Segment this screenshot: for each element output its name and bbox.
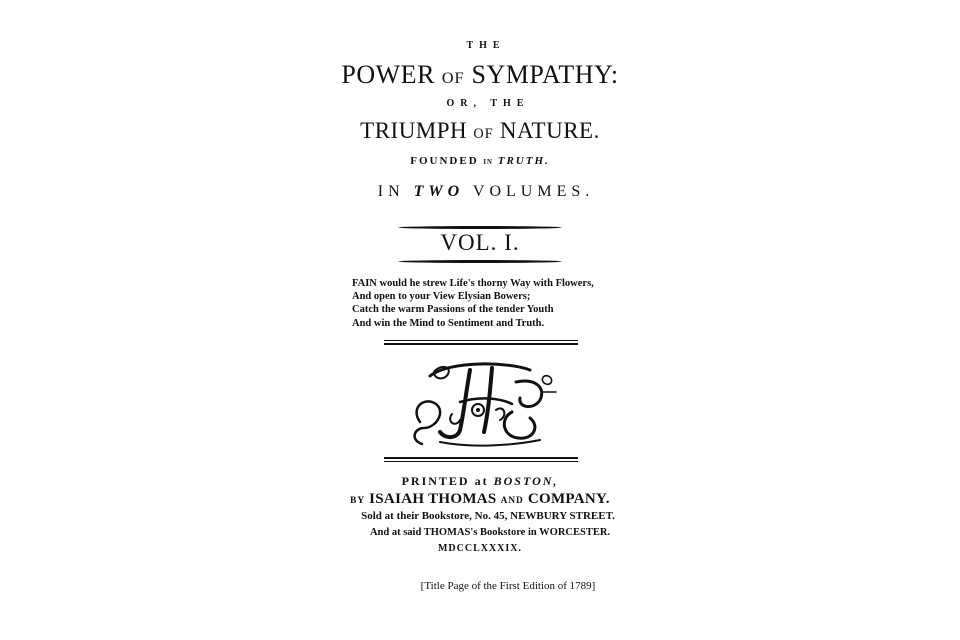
printed-place: BOSTON,	[493, 474, 559, 488]
volumes-word: VOLUMES.	[472, 183, 595, 200]
book-subtitle-end: NATURE.	[499, 118, 600, 143]
founded-word: FOUNDED	[410, 155, 479, 167]
publisher-name: ISAIAH THOMAS	[369, 491, 497, 507]
publisher-and: AND	[500, 496, 524, 506]
publication-date: MDCCLXXXIX.	[437, 543, 523, 554]
book-title-end: SYMPATHY:	[471, 60, 619, 89]
founded-in-truth	[0, 155, 960, 167]
verse-line: Catch the warm Passions of the tender Youth	[352, 304, 554, 316]
publisher-line	[0, 491, 960, 508]
book-title	[0, 60, 960, 90]
double-rule-top-b	[384, 343, 578, 345]
epigraph-verse	[352, 277, 622, 330]
volumes-two: TWO	[413, 183, 465, 200]
image-caption: [Title Page of the First Edition of 1789]	[420, 580, 596, 592]
printer-monogram-icon	[400, 352, 580, 448]
book-subtitle-main: TRIUMPH	[360, 118, 468, 143]
book-subtitle	[0, 118, 960, 144]
or-the: OR, THE	[446, 98, 530, 109]
double-rule-bottom-a	[384, 457, 578, 459]
volumes-line	[0, 183, 960, 201]
worcester-line: And at said THOMAS's Bookstore in WORCESTER.	[369, 527, 611, 538]
publisher-company: COMPANY.	[527, 491, 610, 507]
founded-in: IN	[483, 159, 493, 166]
book-title-of: OF	[441, 70, 465, 87]
printed-at-boston	[0, 474, 960, 489]
founded-truth: TRUTH.	[497, 155, 550, 167]
volume-label: VOL. I.	[440, 230, 520, 255]
title-the: THE	[466, 40, 506, 51]
printed-at: PRINTED at	[401, 474, 489, 488]
volumes-in: IN	[377, 183, 405, 200]
verse-line: And win the Mind to Sentiment and Truth.	[352, 317, 545, 329]
rule-below-volume	[398, 260, 562, 263]
book-subtitle-of: OF	[473, 126, 494, 142]
double-rule-bottom-b	[384, 461, 578, 462]
verse-line: And open to your View Elysian Bowers;	[352, 291, 531, 303]
rule-above-volume	[398, 226, 562, 229]
double-rule-top-a	[384, 340, 578, 341]
verse-line: FAIN would he strew Life's thorny Way with Flowers,	[352, 278, 594, 289]
publisher-by: BY	[350, 496, 366, 506]
sold-at-line: Sold at their Bookstore, No. 45, NEWBURY STREET.	[361, 510, 615, 522]
book-title-main: POWER	[341, 60, 435, 89]
